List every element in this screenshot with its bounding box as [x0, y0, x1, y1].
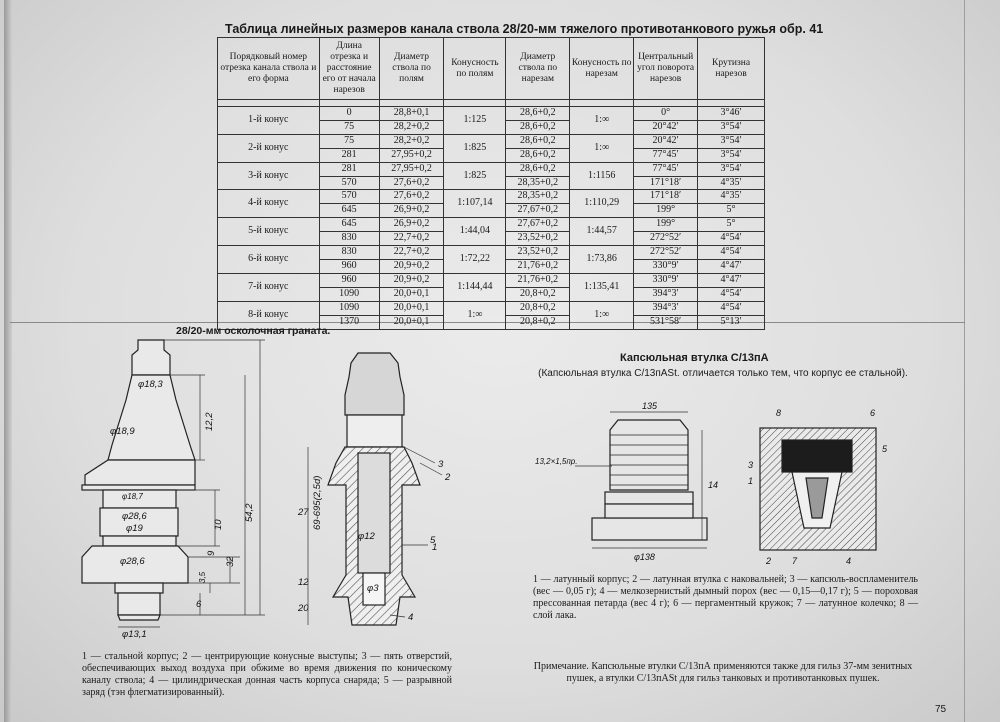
- dim-h35: 3,5: [198, 571, 207, 583]
- cone-name: 8-й конус: [218, 301, 320, 329]
- cap-callout-7: 7: [792, 556, 798, 566]
- header-taper-grooves: Конусность по нарезам: [570, 38, 634, 100]
- cell-twist: 5°: [698, 204, 765, 218]
- dim-htotal: 69-695(2,5d): [312, 475, 323, 530]
- table-spacer-row: [218, 100, 765, 107]
- cell-taper-grooves: 1:110,29: [570, 190, 634, 218]
- cell-length: 75: [319, 134, 379, 148]
- cone-name: 3-й конус: [218, 162, 320, 190]
- cell-diam-grooves: 28,35+0,2: [506, 190, 570, 204]
- cell-diam-grooves: 28,6+0,2: [506, 120, 570, 134]
- cell-length: 0: [319, 107, 379, 121]
- cone-name: 6-й конус: [218, 246, 320, 274]
- cell-angle: 330°9′: [634, 273, 698, 287]
- cell-diam-fields: 28,2+0,2: [379, 120, 444, 134]
- cell-angle: 77°45′: [634, 148, 698, 162]
- cell-diam-fields: 27,6+0,2: [379, 190, 444, 204]
- cell-taper-grooves: 1:∞: [570, 134, 634, 162]
- cell-taper-grooves: 1:∞: [570, 301, 634, 329]
- capsule-remark: Примечание. Капсюльные втулки С/13пА применяются также для гильз 37-мм зенитных пушек, а втулки С/13пASt для гильз танковых и противотанковых пушек.: [533, 661, 913, 684]
- cell-twist: 3°54′: [698, 134, 765, 148]
- cell-taper-fields: 1:∞: [444, 301, 506, 329]
- table-row: [218, 190, 765, 204]
- cell-diam-fields: 27,6+0,2: [379, 176, 444, 190]
- cone-name: 4-й конус: [218, 190, 320, 218]
- cell-taper-fields: 1:144,44: [444, 273, 506, 301]
- cell-length: 570: [319, 190, 379, 204]
- dim-h542: 54,2: [244, 503, 255, 522]
- capsule-section-view: [760, 428, 876, 550]
- cell-angle: 199°: [634, 204, 698, 218]
- grenade-caption: 1 — стальной корпус; 2 — центрирующие конусные выступы; 3 — пять отверстий, обеспечивающих выход воздуха при обжиме во время движения по коническому каналу ствола; 4 — цилиндрическая донная часть корпуса снаряда; 5 — разрывной заряд (тэн флегматизированный).: [82, 651, 452, 698]
- cell-diam-grooves: 27,67+0,2: [506, 204, 570, 218]
- cell-diam-grooves: 28,6+0,2: [506, 148, 570, 162]
- dim-d3: φ3: [367, 583, 379, 594]
- cell-length: 75: [319, 120, 379, 134]
- dim-h10: 10: [213, 519, 224, 530]
- cell-diam-grooves: 27,67+0,2: [506, 218, 570, 232]
- cell-twist: 4°54′: [698, 287, 765, 301]
- cell-taper-grooves: 1:44,57: [570, 218, 634, 246]
- header-diam-grooves: Диаметр ствола по нарезам: [506, 38, 570, 100]
- callout-1: 1: [432, 542, 438, 553]
- cell-diam-fields: 22,7+0,2: [379, 232, 444, 246]
- dim-h27: 27: [298, 507, 309, 518]
- cell-twist: 3°54′: [698, 120, 765, 134]
- page-number: 75: [935, 704, 947, 715]
- capsule-note: (Капсюльная втулка С/13пASt. отличается только тем, что корпус ее стальной).: [538, 368, 908, 379]
- header-length: Длина отрезка и расстояние его от начала нарезов: [319, 38, 379, 100]
- right-margin-line: [964, 0, 965, 722]
- dim-thread: 13,2×1,5пр.: [535, 457, 578, 466]
- capsule-exterior-view: [592, 420, 707, 540]
- cell-length: 1370: [319, 315, 379, 329]
- cell-length: 960: [319, 259, 379, 273]
- cell-taper-fields: 1:125: [444, 107, 506, 135]
- dim-d131: φ13,1: [122, 629, 147, 640]
- cell-taper-grooves: 1:1156: [570, 162, 634, 190]
- cell-twist: 4°54′: [698, 232, 765, 246]
- cell-diam-grooves: 21,76+0,2: [506, 259, 570, 273]
- dim-h9: 9: [206, 550, 217, 556]
- cell-diam-fields: 20,9+0,2: [379, 273, 444, 287]
- header-segment: Порядковый номер отрезка канала ствола и его форма: [218, 38, 320, 100]
- cell-angle: 330°9′: [634, 259, 698, 273]
- cell-diam-fields: 27,95+0,2: [379, 162, 444, 176]
- table-header-row: [218, 38, 765, 100]
- cell-diam-grooves: 23,52+0,2: [506, 232, 570, 246]
- header-diam-fields: Диаметр ствола по полям: [379, 38, 444, 100]
- cell-diam-grooves: 23,52+0,2: [506, 246, 570, 260]
- cell-diam-fields: 20,0+0,1: [379, 287, 444, 301]
- dim-h20: 20: [298, 603, 309, 614]
- cell-length: 1090: [319, 301, 379, 315]
- dim-h12: 12: [298, 577, 309, 588]
- cap-callout-1: 1: [748, 476, 754, 486]
- cell-diam-fields: 20,9+0,2: [379, 259, 444, 273]
- cell-length: 830: [319, 232, 379, 246]
- cell-length: 645: [319, 204, 379, 218]
- cell-diam-grooves: 28,6+0,2: [506, 134, 570, 148]
- cell-length: 1090: [319, 287, 379, 301]
- cell-diam-grooves: 28,6+0,2: [506, 162, 570, 176]
- cell-diam-fields: 22,7+0,2: [379, 246, 444, 260]
- cell-diam-fields: 20,0+0,1: [379, 315, 444, 329]
- capsule-caption: 1 — латунный корпус; 2 — латунная втулка с наковальней; 3 — капсюль-воспламенитель (вес — 0,05 г); 4 — мелкозернистый дымный порох (вес — 0,15—0,17 г); 5 — пороховая прессованная петарда (вес 4 г); 6 — пергаментный кружок; 7 — латунное колечко; 8 — слой лака.: [533, 574, 918, 621]
- header-twist: Крутизна нарезов: [698, 38, 765, 100]
- dim-d12: φ12: [358, 531, 375, 542]
- cap-callout-6: 6: [870, 408, 876, 418]
- cell-diam-fields: 26,9+0,2: [379, 204, 444, 218]
- dim-d286b: φ28,6: [120, 556, 145, 567]
- callout-2: 2: [445, 472, 451, 483]
- cell-angle: 20°42′: [634, 134, 698, 148]
- cone-name: 5-й конус: [218, 218, 320, 246]
- cell-length: 281: [319, 162, 379, 176]
- cell-diam-grooves: 28,35+0,2: [506, 176, 570, 190]
- cap-callout-8: 8: [776, 408, 782, 418]
- cell-twist: 3°54′: [698, 162, 765, 176]
- cell-taper-fields: 1:825: [444, 162, 506, 190]
- cell-taper-fields: 1:825: [444, 134, 506, 162]
- cell-angle: 272°52′: [634, 232, 698, 246]
- table-row: [218, 273, 765, 287]
- cell-angle: 171°18′: [634, 176, 698, 190]
- cell-diam-grooves: 20,8+0,2: [506, 315, 570, 329]
- cell-length: 830: [319, 246, 379, 260]
- cell-diam-fields: 20,0+0,1: [379, 301, 444, 315]
- dim-d19: φ19: [126, 523, 143, 534]
- rifling-table: [217, 37, 765, 330]
- dim-d189: φ18,9: [110, 426, 135, 437]
- header-taper-fields: Конусность по полям: [444, 38, 506, 100]
- cell-angle: 77°45′: [634, 162, 698, 176]
- cell-twist: 5°: [698, 218, 765, 232]
- dim-d187: φ18,7: [122, 492, 143, 501]
- dim-h14: 14: [708, 480, 719, 490]
- cell-taper-fields: 1:107,14: [444, 190, 506, 218]
- cell-taper-grooves: 1:∞: [570, 107, 634, 135]
- cell-angle: 394°3′: [634, 287, 698, 301]
- cell-angle: 272°52′: [634, 246, 698, 260]
- cell-angle: 394°3′: [634, 301, 698, 315]
- page-binding-edge: [4, 0, 12, 722]
- header-angle: Центральный угол поворота нарезов: [634, 38, 698, 100]
- table-row: [218, 134, 765, 148]
- cell-twist: 4°47′: [698, 259, 765, 273]
- dim-d135: 135: [642, 401, 658, 411]
- cell-diam-grooves: 20,8+0,2: [506, 301, 570, 315]
- cap-callout-5: 5: [882, 444, 888, 454]
- cell-taper-grooves: 1:73,86: [570, 246, 634, 274]
- cell-twist: 4°47′: [698, 273, 765, 287]
- cone-name: 7-й конус: [218, 273, 320, 301]
- cell-length: 960: [319, 273, 379, 287]
- cell-diam-fields: 28,2+0,2: [379, 134, 444, 148]
- callout-5: 5: [430, 535, 436, 546]
- cell-twist: 4°54′: [698, 301, 765, 315]
- grenade-title: 28/20-мм осколочная граната.: [176, 325, 331, 337]
- table-row: [218, 107, 765, 121]
- cell-angle: 199°: [634, 218, 698, 232]
- cell-diam-grooves: 21,76+0,2: [506, 273, 570, 287]
- cell-diam-grooves: 28,6+0,2: [506, 107, 570, 121]
- cell-taper-fields: 1:44,04: [444, 218, 506, 246]
- cell-twist: 5°13′: [698, 315, 765, 329]
- table-row: [218, 301, 765, 315]
- cell-twist: 3°46′: [698, 107, 765, 121]
- dim-h6: 6: [196, 599, 202, 610]
- cell-angle: 171°18′: [634, 190, 698, 204]
- cell-taper-grooves: 1:135,41: [570, 273, 634, 301]
- table-row: [218, 218, 765, 232]
- cell-twist: 4°35′: [698, 190, 765, 204]
- callout-4: 4: [408, 612, 414, 623]
- dim-h122: 12,2: [204, 412, 215, 431]
- cell-taper-fields: 1:72,22: [444, 246, 506, 274]
- table-row: [218, 246, 765, 260]
- dim-h32: 32: [225, 556, 236, 567]
- cap-callout-4: 4: [846, 556, 852, 566]
- cell-angle: 531°58′: [634, 315, 698, 329]
- cell-length: 645: [319, 218, 379, 232]
- cone-name: 1-й конус: [218, 107, 320, 135]
- cell-diam-grooves: 20,8+0,2: [506, 287, 570, 301]
- cell-angle: 20°42′: [634, 120, 698, 134]
- dim-d286a: φ28,6: [122, 511, 147, 522]
- capsule-title: Капсюльная втулка С/13пА: [620, 352, 769, 364]
- table-title: Таблица линейных размеров канала ствола 28/20-мм тяжелого противотанкового ружья обр. 41: [225, 22, 824, 36]
- cell-diam-fields: 26,9+0,2: [379, 218, 444, 232]
- dim-d183: φ18,3: [138, 379, 163, 390]
- grenade-drawings: [60, 335, 480, 645]
- table-row: [218, 162, 765, 176]
- cell-twist: 3°54′: [698, 148, 765, 162]
- dim-d138: φ138: [634, 552, 655, 562]
- callout-3: 3: [438, 459, 444, 470]
- capsule-drawings: [530, 400, 910, 570]
- cap-callout-3: 3: [748, 460, 754, 470]
- cell-diam-fields: 28,8+0,1: [379, 107, 444, 121]
- cell-twist: 4°35′: [698, 176, 765, 190]
- cell-length: 281: [319, 148, 379, 162]
- cap-callout-2: 2: [766, 556, 772, 566]
- cell-length: 570: [319, 176, 379, 190]
- cell-diam-fields: 27,95+0,2: [379, 148, 444, 162]
- cone-name: 2-й конус: [218, 134, 320, 162]
- cell-angle: 0°: [634, 107, 698, 121]
- cell-twist: 4°54′: [698, 246, 765, 260]
